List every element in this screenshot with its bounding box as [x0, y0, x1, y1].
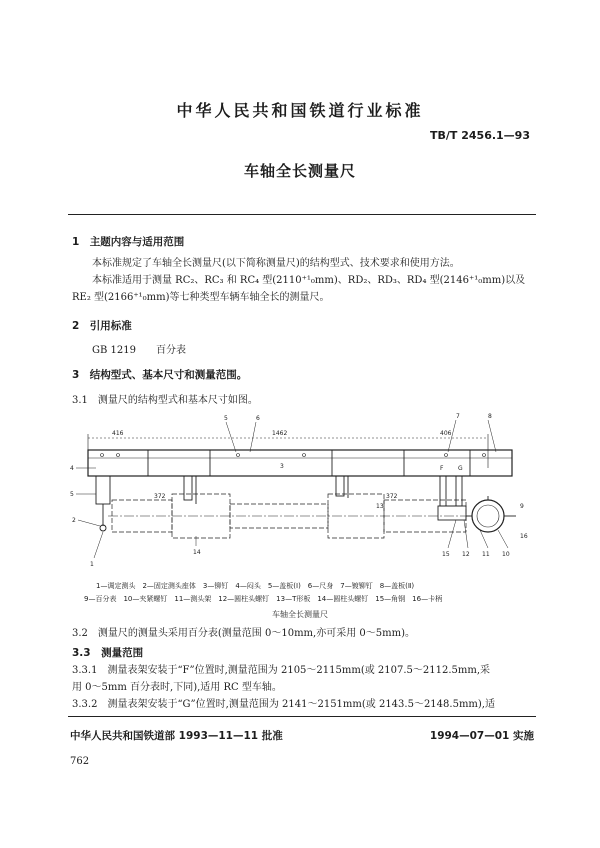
callout-6: 6: [256, 415, 260, 422]
section-1-paragraph-1: 本标准规定了车轴全长测量尺(以下简称测量尺)的结构型式、技术要求和使用方法。: [92, 258, 460, 269]
reference-code: GB 1219: [92, 345, 136, 356]
approval-statement: 中华人民共和国铁道部 1993—11—11 批准: [70, 730, 283, 742]
middle-support-left: [184, 476, 192, 500]
position-g-label: G: [458, 465, 463, 472]
title-divider: [68, 214, 536, 215]
callout-9: 9: [520, 503, 524, 510]
issuing-organization: 中华人民共和国铁道行业标准: [176, 101, 424, 120]
section-1-paragraph-2: 本标准适用于测量 RC₂、RC₃ 和 RC₄ 型(2110⁺¹₀mm)、RD₂、RD₃、RD₄ 型(2146⁺¹₀mm)以及: [92, 275, 526, 286]
section-3-2: 3.2 测量尺的测量头采用百分表(测量范围 0～10mm,亦可采用 0～5mm)。: [72, 628, 415, 639]
position-f-label: F: [440, 465, 444, 472]
document-title: 车轴全长测量尺: [243, 162, 356, 180]
section-2-heading: 2 引用标准: [72, 320, 132, 332]
dimension-lower-right: 372: [386, 493, 398, 500]
callout-16: 16: [520, 533, 528, 540]
dimension-lower-left: 372: [154, 493, 166, 500]
ruler-body: [88, 450, 512, 476]
gauge-bracket: [440, 476, 462, 506]
callout-8: 8: [488, 413, 492, 420]
callout-5: 5: [70, 491, 74, 498]
figure-caption: 车轴全长测量尺: [272, 610, 328, 619]
page-number: 762: [70, 756, 90, 767]
section-3-3-2: 3.3.2 测量表架安装于“G”位置时,测量范围为 2141～2151mm(或 2143.5～2148.5mm),适: [72, 699, 495, 710]
callout-11: 11: [482, 551, 490, 558]
section-3-heading: 3 结构型式、基本尺寸和测量范围。: [72, 369, 248, 381]
reference-name: 百分表: [156, 345, 186, 356]
section-3-3-1-cont: 用 0～5mm 百分表时,下同),适用 RC 型车轴。: [72, 682, 282, 693]
section-3-3-1: 3.3.1 测量表架安装于“F”位置时,测量范围为 2105～2115mm(或 2107.5～2112.5mm,采: [72, 665, 491, 676]
section-1-heading: 1 主题内容与适用范围: [72, 236, 185, 248]
section-3-1: 3.1 测量尺的结构型式和基本尺寸如图。: [72, 395, 258, 406]
figure-legend-line-1: 1—调定测头 2—固定测头座体 3—铆钉 4—闷头 5—盖板(Ⅰ) 6—尺身 7—镀铆钉 8—盖板(Ⅱ): [96, 582, 415, 590]
measuring-ruler-drawing: [60, 408, 540, 576]
section-1-paragraph-2-cont: RE₂ 型(2166⁺¹₀mm)等七种类型车辆车轴全长的测量尺。: [72, 292, 330, 303]
callout-13: 13: [376, 503, 384, 510]
dimension-left: 416: [112, 430, 124, 437]
callout-3: 3: [280, 463, 284, 470]
figure-legend-line-2: 9—百分表 10—夹紧螺钉 11—测头架 12—圆柱头螺钉 13—T形板 14—圆柱头螺钉 15—角钢 16—卡柄: [84, 595, 443, 603]
implementation-date: 1994—07—01 实施: [429, 730, 534, 742]
footer-divider: [68, 716, 536, 717]
fixed-head-holder: [96, 476, 110, 504]
callout-2: 2: [72, 517, 76, 524]
standard-number: TB/T 2456.1—93: [430, 129, 530, 142]
callout-7: 7: [456, 413, 460, 420]
callout-12: 12: [462, 551, 470, 558]
callout-5b: 5: [224, 415, 228, 422]
callout-10: 10: [502, 551, 510, 558]
callout-15: 15: [442, 551, 450, 558]
callout-1: 1: [90, 561, 94, 568]
dimension-middle: 1462: [272, 430, 288, 437]
callout-4: 4: [70, 465, 74, 472]
dimension-right: 406: [440, 430, 452, 437]
section-3-3-heading: 3.3 测量范围: [72, 647, 144, 659]
middle-support-right: [336, 476, 344, 496]
callout-14: 14: [193, 549, 201, 556]
